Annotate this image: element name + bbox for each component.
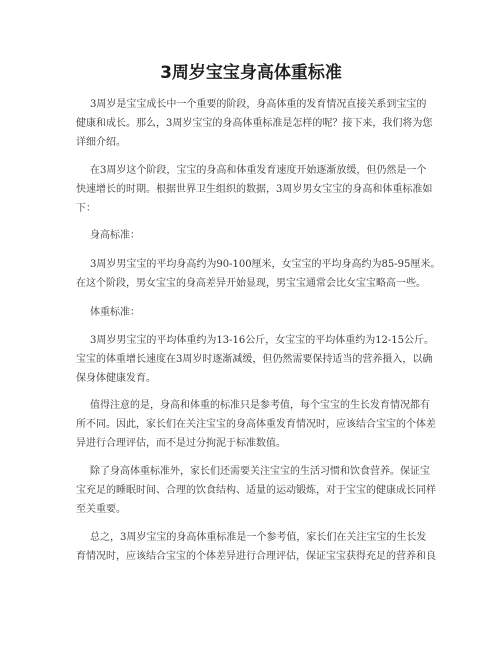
paragraph-line: 3周岁男宝宝的平均体重约为13-16公斤，女宝宝的平均体重约为12-15公斤。 (90, 335, 435, 346)
paragraph-line: 在3周岁这个阶段，宝宝的身高和体重发育速度开始逐渐放缓，但仍然是一个 (90, 165, 427, 176)
paragraph-reference-note (76, 396, 436, 453)
paragraph-summary (76, 528, 436, 566)
paragraph-line: 3周岁是宝宝成长中一个重要的阶段，身高体重的发育情况直接关系到宝宝的 (90, 99, 427, 110)
paragraph-line: 总之，3周岁宝宝的身高体重标准是一个参考值，家长们在关注宝宝的生长发 (90, 532, 427, 543)
paragraph-height (76, 255, 441, 293)
paragraph-line: 保身体健康发育。 (76, 373, 156, 384)
paragraph-growth-stage (76, 161, 432, 218)
paragraph-line: 育情况时，应该结合宝宝的个体差异进行合理评估，保证宝宝获得充足的营养和良 (76, 551, 436, 562)
paragraph-line: 详细介绍。 (76, 137, 126, 148)
paragraph-line: 身高标准： (90, 230, 140, 241)
paragraph-line: 下： (76, 203, 96, 214)
paragraph-intro (76, 95, 432, 152)
paragraph-line: 值得注意的是，身高和体重的标准只是参考值，每个宝宝的生长发育情况都有 (90, 400, 430, 411)
paragraph-line: 体重标准： (90, 307, 140, 318)
paragraph-line: 除了身高体重标准外，家长们还需要关注宝宝的生活习惯和饮食营养。保证宝 (90, 466, 430, 477)
page-title: 3周岁宝宝身高体重标准 (160, 63, 342, 83)
paragraph-line: 快速增长的时期。根据世界卫生组织的数据，3周岁男女宝宝的身高和体重标准如 (76, 184, 433, 195)
paragraph-line: 在这个阶段，男女宝宝的身高差异开始显现，男宝宝通常会比女宝宝略高一些。 (76, 278, 426, 289)
paragraph-line: 3周岁男宝宝的平均身高约为90-100厘米，女宝宝的平均身高约为85-95厘米。 (90, 259, 441, 270)
paragraph-line: 所不同。因此，家长们在关注宝宝的身高体重发育情况时，应该结合宝宝的个体差 (76, 419, 436, 430)
paragraph-line: 健康和成长。那么，3周岁宝宝的身高体重标准是怎样的呢？接下来，我们将为您 (76, 118, 433, 129)
paragraph-line: 宝充足的睡眠时间、合理的饮食结构、适量的运动锻炼，对于宝宝的健康成长同样 (76, 485, 436, 496)
paragraph-line: 至关重要。 (76, 504, 126, 515)
heading-height-standard (76, 226, 432, 245)
paragraph-line: 异进行合理评估，而不是过分拘泥于标准数值。 (76, 438, 286, 449)
paragraph-weight (76, 331, 435, 388)
paragraph-line: 宝宝的体重增长速度在3周岁时逐渐减缓，但仍然需要保持适当的营养摄入，以确 (76, 354, 433, 365)
heading-weight-standard (76, 303, 432, 322)
paragraph-lifestyle (76, 462, 436, 519)
